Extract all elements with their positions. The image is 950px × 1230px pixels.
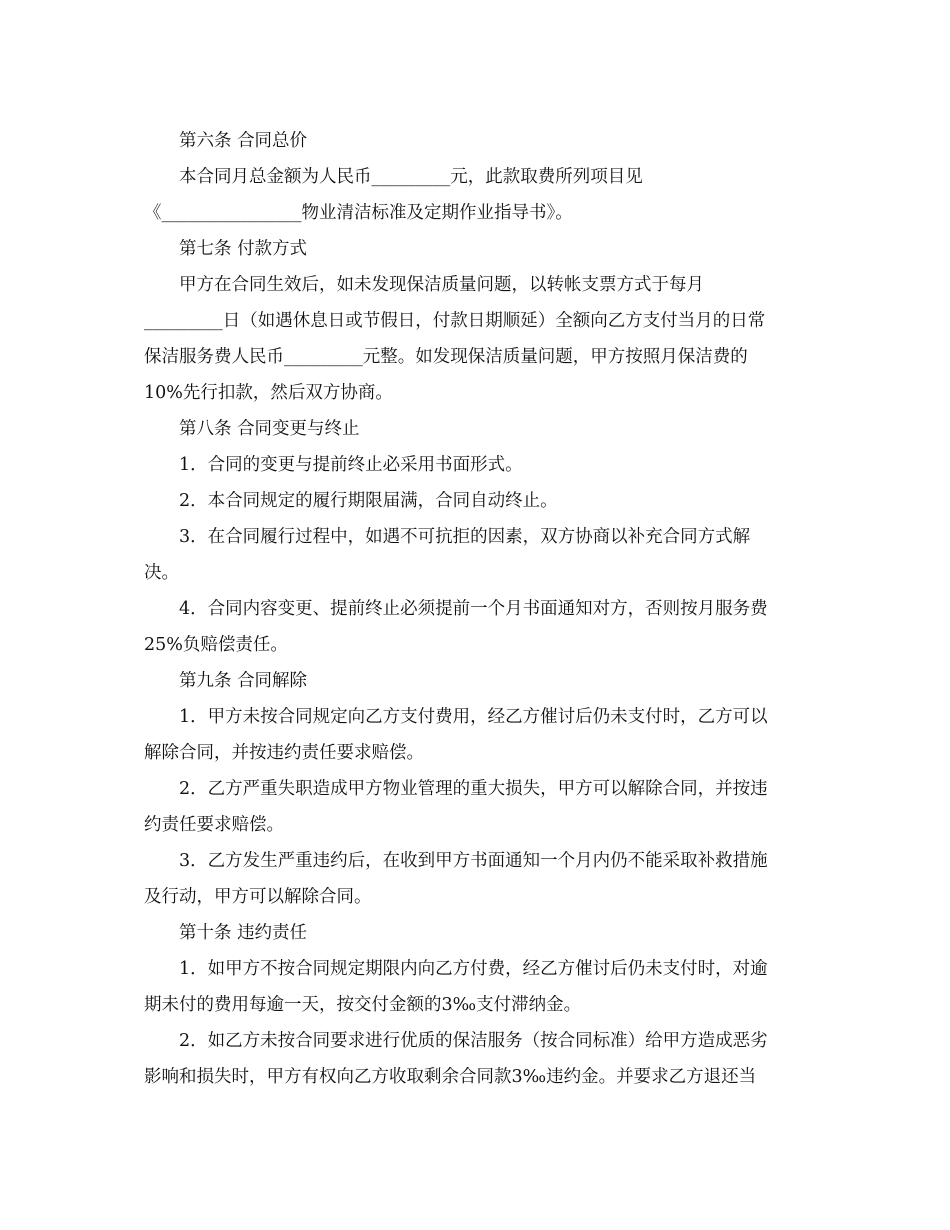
list-item: 3．在合同履行过程中，如遇不可抗拒的因素，双方协商以补充合同方式解 bbox=[179, 527, 751, 547]
paragraph-line: 10%先行扣款，然后双方协商。 bbox=[144, 383, 393, 403]
list-item-continuation: 约责任要求赔偿。 bbox=[144, 815, 284, 835]
list-item: 3．乙方发生严重违约后，在收到甲方书面通知一个月内仍不能采取补救措施 bbox=[179, 851, 768, 871]
list-item-continuation: 影响和损失时，甲方有权向乙方收取剩余合同款3‰违约金。并要求乙方退还当 bbox=[144, 1067, 757, 1087]
list-item-continuation: 解除合同，并按违约责任要求赔偿。 bbox=[144, 743, 424, 763]
paragraph-line: 甲方在合同生效后，如未发现保洁质量问题，以转帐支票方式于每月 bbox=[179, 275, 704, 295]
clause-6-heading: 第六条 合同总价 bbox=[179, 131, 308, 151]
clause-8-heading: 第八条 合同变更与终止 bbox=[179, 419, 360, 439]
list-item-continuation: 及行动，甲方可以解除合同。 bbox=[144, 887, 372, 907]
list-item: 2．乙方严重失职造成甲方物业管理的重大损失，甲方可以解除合同，并按违 bbox=[179, 779, 768, 799]
list-item: 1．如甲方不按合同规定期限内向乙方付费，经乙方催讨后仍未支付时，对逾 bbox=[179, 959, 768, 979]
list-item: 2．如乙方未按合同要求进行优质的保洁服务（按合同标准）给甲方造成恶劣 bbox=[179, 1031, 768, 1051]
list-item-continuation: 决。 bbox=[144, 563, 179, 583]
paragraph-line: 本合同月总金额为人民币_________元，此款取费所列项目见 bbox=[179, 167, 643, 187]
list-item: 2．本合同规定的履行期限届满，合同自动终止。 bbox=[179, 491, 558, 511]
paragraph-line: 保洁服务费人民币_________元整。如发现保洁质量问题，甲方按照月保洁费的 bbox=[144, 347, 748, 367]
list-item-continuation: 期未付的费用每逾一天，按交付金额的3‰支付滞纳金。 bbox=[144, 995, 582, 1015]
paragraph-line: _________日（如遇休息日或节假日，付款日期顺延）全额向乙方支付当月的日常 bbox=[144, 311, 766, 331]
paragraph-line: 《________________物业清洁标准及定期作业指导书》。 bbox=[144, 203, 573, 223]
list-item: 1．甲方未按合同规定向乙方支付费用，经乙方催讨后仍未支付时，乙方可以 bbox=[179, 707, 768, 727]
clause-10-heading: 第十条 违约责任 bbox=[179, 923, 308, 943]
list-item-continuation: 25%负赔偿责任。 bbox=[144, 635, 288, 655]
clause-9-heading: 第九条 合同解除 bbox=[179, 671, 308, 691]
list-item: 1．合同的变更与提前终止必采用书面形式。 bbox=[179, 455, 523, 475]
list-item: 4．合同内容变更、提前终止必须提前一个月书面通知对方，否则按月服务费 bbox=[179, 599, 768, 619]
contract-body bbox=[144, 123, 808, 1095]
clause-7-heading: 第七条 付款方式 bbox=[179, 239, 308, 259]
